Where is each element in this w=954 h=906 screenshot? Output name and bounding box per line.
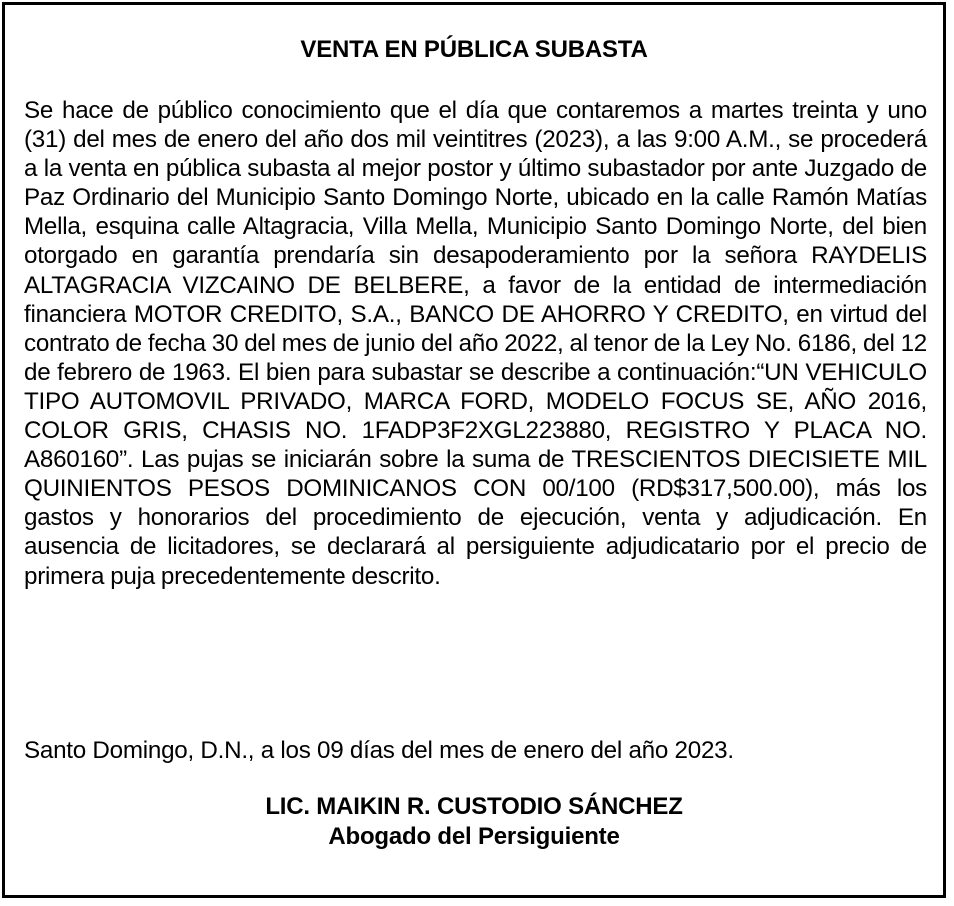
signer-name: LIC. MAIKIN R. CUSTODIO SÁNCHEZ — [265, 793, 683, 820]
signer-role: Abogado del Persiguiente — [328, 823, 620, 850]
notice-body: Se hace de público conocimiento que el día que contaremos a martes treinta y uno (31) del mes de enero del año dos mil veintitres (2023), a las 9:00 A.M., se procederá a la venta en pública subasta al mejor postor y último subastador por ante Juzgado de Paz Ordinario del Municipio Santo Domingo Norte, ubicado en la calle Ramón Matías Mella, esquina calle Altagracia, Villa Mella, Municipio Santo Domingo Norte, del bien otorgado en garantía prendaría sin desapoderamiento por la señora RAYDELIS ALTAGRACIA VIZCAINO DE BELBERE, a favor de la entidad de intermediación financiera MOTOR CREDITO, S.A., BANCO DE AHORRO Y CREDITO, en virtud del contrato de fecha 30 del mes de junio del año 2022, al tenor de la Ley No. 6186, del 12 de febrero de 1963. El bien para subastar se describe a continuación:“UN VEHICULO TIPO AUTOMOVIL PRIVADO, MARCA FORD, MODELO FOCUS SE, AÑO 2016, COLOR GRIS, CHASIS NO. 1FADP3F2XGL223880, REGISTRO Y PLACA NO. A860160”. Las pujas se iniciarán sobre la suma de TRESCIENTOS DIECISIETE MIL QUINIENTOS PESOS DOMINICANOS CON 00/100 (RD$317,500.00), más los gastos y honorarios del procedimiento de ejecución, venta y adjudicación. En ausencia de licitadores, se declarará al persiguiente adjudicatario por el precio de primera puja precedentemente descrito. — [24, 97, 927, 590]
notice-date-line: Santo Domingo, D.N., a los 09 días del mes de enero del año 2023. — [24, 737, 734, 764]
notice-title: VENTA EN PÚBLICA SUBASTA — [300, 36, 648, 63]
signature-block — [5, 792, 943, 852]
legal-notice-box — [2, 2, 946, 898]
